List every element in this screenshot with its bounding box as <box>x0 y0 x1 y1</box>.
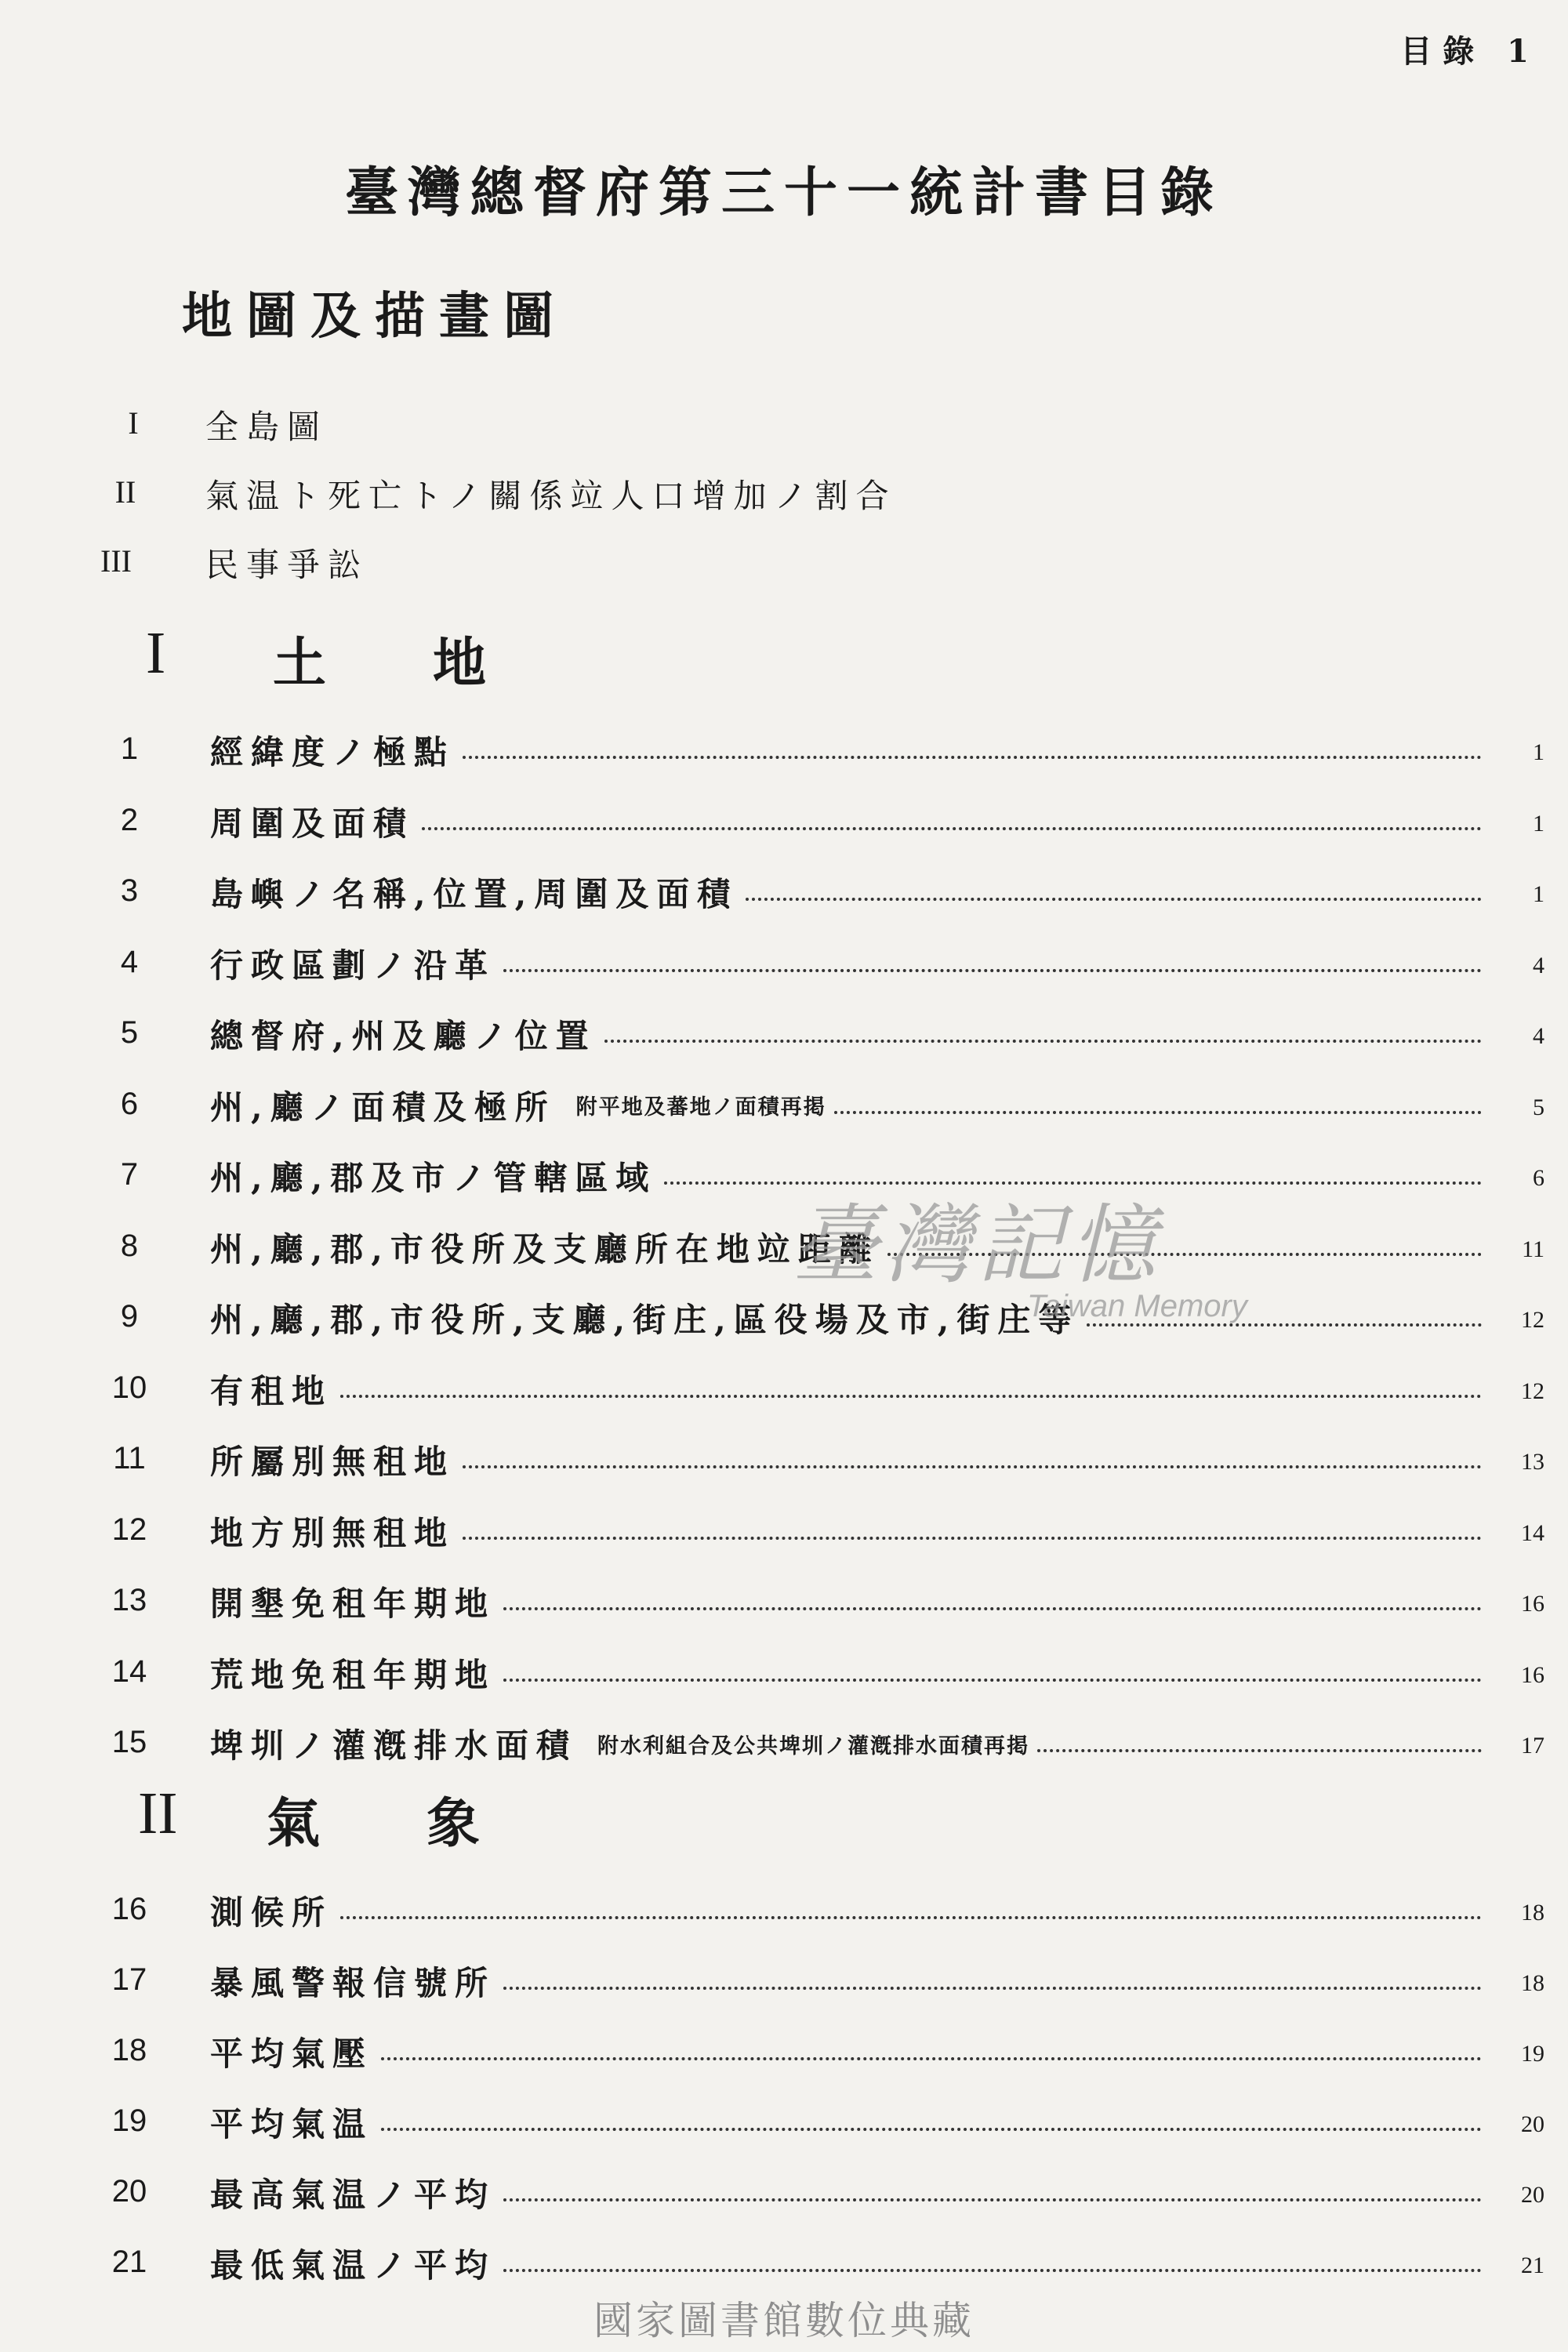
toc-row-label: 州,廳ノ面積及極所 <box>210 1087 556 1127</box>
toc-row-number: 18 <box>111 2033 147 2067</box>
toc-row-entry <box>210 1886 1490 1936</box>
toc-row-entry <box>210 1364 1490 1414</box>
dot-leader <box>340 1381 1482 1398</box>
toc-row <box>0 1293 1568 1343</box>
toc-row-page: 18 <box>1521 1970 1544 1996</box>
toc-row-label: 行政區劃ノ沿革 <box>210 946 496 985</box>
toc-row-label: 平均氣壓 <box>210 2034 374 2073</box>
maps-section-heading: 地圖及描畫圖 <box>182 287 568 346</box>
toc-row <box>0 2168 1568 2218</box>
toc-row-label: 州,廳,郡,市役所及支廳所在地竝距離 <box>210 1229 880 1269</box>
toc-row-number: 3 <box>120 873 139 908</box>
toc-row-label: 州,廳,郡及市ノ管轄區域 <box>210 1159 657 1197</box>
toc-row-label: 開墾免租年期地 <box>210 1584 496 1623</box>
toc-row <box>0 1577 1568 1627</box>
section-1-title: 土 地 <box>273 632 487 695</box>
toc-row-label: 總督府,州及廳ノ位置 <box>210 1017 597 1055</box>
toc-row-entry <box>210 2097 1490 2147</box>
dot-leader <box>503 955 1482 972</box>
toc-row-entry <box>210 1080 1490 1131</box>
dot-leader <box>503 1664 1482 1682</box>
toc-row-number: 9 <box>120 1299 139 1334</box>
map-item-number: I <box>128 405 139 441</box>
toc-row-number: 11 <box>113 1441 146 1475</box>
dot-leader <box>1037 1735 1482 1752</box>
toc-row-number: 1 <box>120 731 139 766</box>
toc-row-page: 12 <box>1521 1307 1544 1333</box>
toc-row-number: 7 <box>120 1157 139 1192</box>
toc-row-number: 21 <box>111 2245 147 2279</box>
toc-row-page: 20 <box>1521 2111 1544 2137</box>
dot-leader <box>746 884 1482 901</box>
toc-row-page: 12 <box>1521 1377 1544 1404</box>
dot-leader <box>604 1025 1482 1043</box>
dot-leader <box>503 2255 1482 2272</box>
toc-row-note: 附平地及蕃地ノ面積再掲 <box>575 1095 826 1120</box>
toc-row-label: 地方別無租地 <box>210 1513 456 1552</box>
toc-row-label: 所屬別無租地 <box>210 1443 456 1481</box>
toc-row-page: 1 <box>1533 810 1544 837</box>
dot-leader <box>381 2114 1482 2131</box>
map-item <box>0 469 1568 516</box>
toc-row <box>0 867 1568 917</box>
map-item <box>0 538 1568 585</box>
toc-row-label: 平均氣温 <box>210 2105 374 2143</box>
toc-row-entry <box>210 938 1490 989</box>
toc-row <box>0 1080 1568 1131</box>
toc-row <box>0 1151 1568 1201</box>
toc-row <box>0 725 1568 775</box>
toc-row-page: 13 <box>1521 1449 1544 1475</box>
toc-row-number: 17 <box>111 1962 147 1997</box>
toc-row-page: 5 <box>1533 1094 1544 1120</box>
toc-row <box>0 1506 1568 1556</box>
toc-row <box>0 1886 1568 1936</box>
section-1-numeral: I <box>146 620 166 686</box>
map-item <box>0 400 1568 447</box>
toc-row-number: 4 <box>120 944 139 979</box>
toc-row-entry <box>210 2238 1490 2288</box>
toc-row <box>0 1956 1568 2006</box>
toc-row <box>0 1435 1568 1485</box>
toc-row <box>0 1009 1568 1059</box>
toc-row-label: 最高氣温ノ平均 <box>210 2176 496 2214</box>
toc-row <box>0 1648 1568 1698</box>
toc-row-note: 附水利組合及公共埤圳ノ灌漑排水面積再掲 <box>597 1733 1030 1759</box>
toc-row-label: 最低氣温ノ平均 <box>210 2246 496 2285</box>
dot-leader <box>463 1523 1482 1540</box>
toc-row-number: 19 <box>111 2103 147 2138</box>
toc-row-entry <box>210 1435 1490 1485</box>
toc-row-page: 20 <box>1521 2182 1544 2208</box>
toc-row <box>0 2027 1568 2077</box>
toc-row-entry <box>210 2168 1490 2218</box>
toc-row-entry <box>210 797 1490 847</box>
toc-row-label: 經緯度ノ極點 <box>210 733 456 771</box>
toc-row-number: 13 <box>111 1583 147 1617</box>
toc-row <box>0 2097 1568 2147</box>
watermark-english: Taiwan Memory <box>1027 1289 1247 1323</box>
toc-row-label: 荒地免租年期地 <box>210 1655 496 1694</box>
toc-row <box>0 1222 1568 1272</box>
dot-leader <box>340 1902 1482 1919</box>
toc-row-entry <box>210 1577 1490 1627</box>
toc-row-number: 16 <box>111 1892 147 1926</box>
toc-row <box>0 2238 1568 2288</box>
toc-row-page: 11 <box>1522 1236 1544 1262</box>
toc-row-page: 18 <box>1521 1900 1544 1926</box>
running-head: 目錄 1 <box>1400 33 1540 70</box>
watermark-chinese: 臺灣記憶 <box>792 1195 1162 1295</box>
toc-row-number: 20 <box>111 2174 147 2209</box>
toc-row-number: 12 <box>111 1512 147 1547</box>
toc-row-number: 6 <box>120 1086 139 1121</box>
section-2-title: 氣 象 <box>267 1792 481 1855</box>
toc-row-number: 15 <box>111 1725 147 1759</box>
dot-leader <box>422 813 1482 830</box>
toc-row-entry <box>210 2027 1490 2077</box>
library-footer-mark: 國家圖書館數位典藏 <box>593 2298 975 2343</box>
toc-row-entry <box>210 867 1490 917</box>
toc-row-page: 1 <box>1533 881 1544 907</box>
toc-row <box>0 797 1568 847</box>
toc-row-number: 5 <box>120 1015 139 1050</box>
toc-row-number: 2 <box>120 802 139 837</box>
map-item-number: III <box>100 543 132 579</box>
dot-leader <box>381 2043 1482 2060</box>
document-title: 臺灣總督府第三十一統計書目錄 <box>344 162 1223 224</box>
toc-row-number: 14 <box>111 1653 147 1689</box>
toc-row-page: 1 <box>1533 739 1544 765</box>
toc-row-page: 6 <box>1533 1165 1544 1191</box>
map-item-label: 全島圖 <box>205 408 328 446</box>
toc-row-entry <box>210 1648 1490 1698</box>
toc-row <box>0 1364 1568 1414</box>
toc-row <box>0 1719 1568 1769</box>
toc-row-page: 17 <box>1521 1733 1544 1759</box>
dot-leader <box>503 2184 1482 2201</box>
toc-row-entry <box>210 725 1490 775</box>
dot-leader <box>463 1451 1482 1468</box>
dot-leader <box>834 1097 1482 1114</box>
toc-row-label: 周圍及面積 <box>210 804 415 843</box>
toc-row-label: 有租地 <box>210 1371 333 1410</box>
toc-row-page: 16 <box>1521 1591 1544 1617</box>
toc-row-page: 19 <box>1521 2041 1544 2067</box>
toc-row-label: 埤圳ノ灌漑排水面積 <box>210 1726 578 1765</box>
toc-row-entry <box>210 1956 1490 2006</box>
dot-leader <box>503 1593 1482 1610</box>
dot-leader <box>463 742 1482 759</box>
toc-row-label: 測候所 <box>210 1893 333 1932</box>
map-item-label: 氣温ト死亡トノ關係竝人口增加ノ割合 <box>205 477 897 515</box>
section-2-numeral: II <box>138 1780 178 1846</box>
toc-row-label: 州,廳,郡,市役所,支廳,街庄,區役場及市,街庄等 <box>210 1301 1080 1339</box>
toc-row-entry <box>210 1009 1490 1059</box>
toc-row-entry <box>210 1719 1490 1769</box>
toc-row-page: 4 <box>1533 1023 1544 1049</box>
toc-row-entry <box>210 1506 1490 1556</box>
map-item-label: 民事爭訟 <box>205 546 369 584</box>
toc-row-number: 8 <box>120 1228 139 1263</box>
toc-row <box>0 938 1568 989</box>
toc-row-page: 4 <box>1533 952 1544 978</box>
watermark <box>792 1176 1247 1324</box>
toc-row-page: 14 <box>1521 1519 1544 1546</box>
dot-leader <box>503 1973 1482 1990</box>
toc-row-label: 暴風警報信號所 <box>210 1964 496 2002</box>
toc-row-page: 21 <box>1521 2252 1544 2278</box>
toc-row-label: 島嶼ノ名稱,位置,周圍及面積 <box>210 875 739 913</box>
toc-row-page: 16 <box>1521 1661 1544 1688</box>
map-item-number: II <box>114 474 136 510</box>
toc-row-number: 10 <box>111 1370 147 1405</box>
